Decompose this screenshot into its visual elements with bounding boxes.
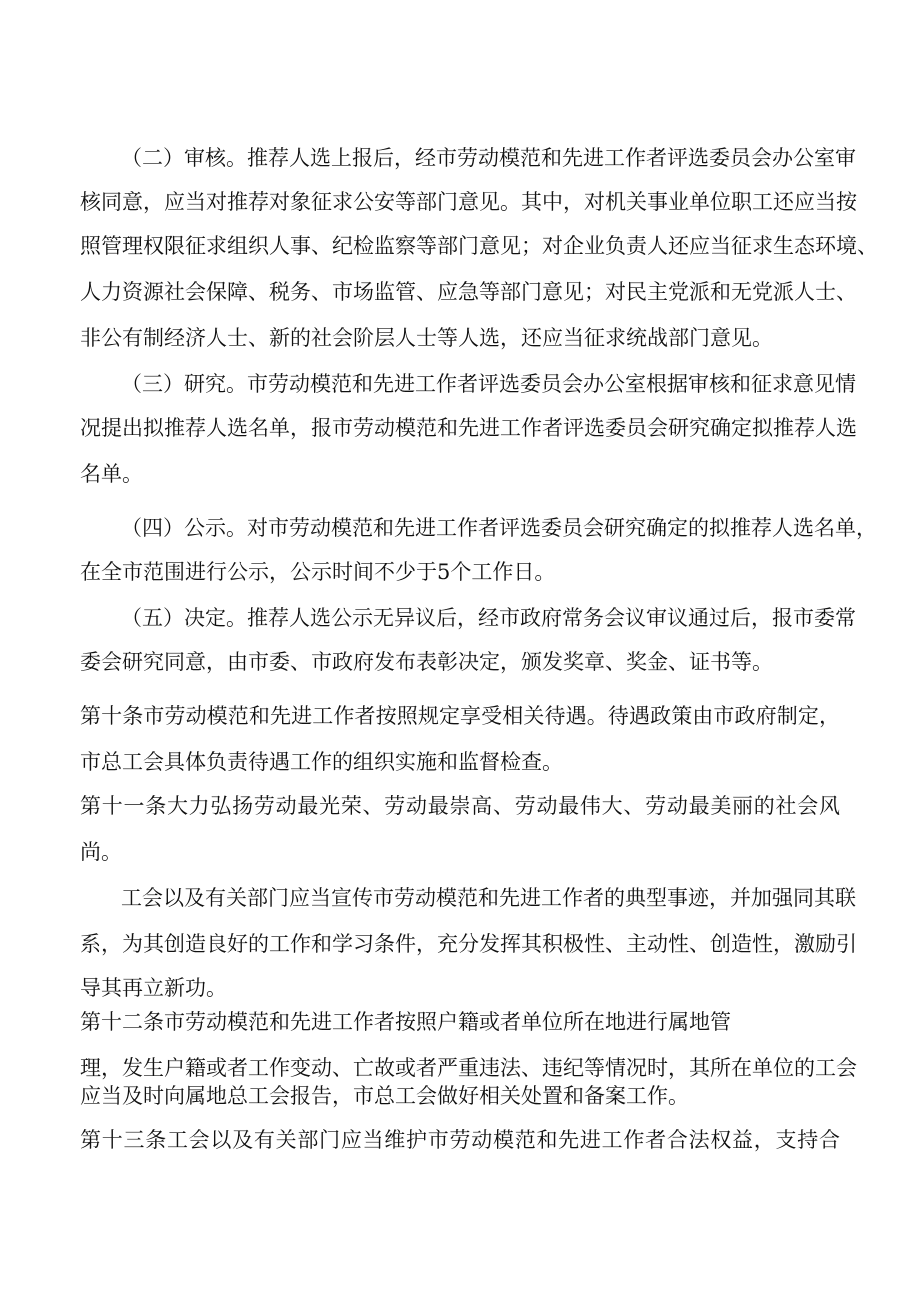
paragraph-line: 核同意，应当对推荐对象征求公安等部门意见。其中，对机关事业单位职工还应当按 <box>80 190 857 214</box>
paragraph-line: （二）审核。推荐人选上报后，经市劳动模范和先进工作者评选委员会办公室审 <box>121 146 856 170</box>
paragraph-line: 应当及时向属地总工会报告，市总工会做好相关处置和备案工作。 <box>80 1084 689 1108</box>
paragraph-line: 工会以及有关部门应当宣传市劳动模范和先进工作者的典型事迹，并加强同其联 <box>121 886 856 910</box>
paragraph-line: 况提出拟推荐人选名单，报市劳动模范和先进工作者评选委员会研究确定拟推荐人选 <box>80 416 857 440</box>
paragraph-line: 系，为其创造良好的工作和学习条件，充分发挥其积极性、主动性、创造性，激励引 <box>80 932 857 956</box>
paragraph-line: 第十二条市劳动模范和先进工作者按照户籍或者单位所在地进行属地管 <box>80 1010 731 1034</box>
paragraph-line: 委会研究同意，由市委、市政府发布表彰决定，颁发奖章、奖金、证书等。 <box>80 650 773 674</box>
paragraph-line: 尚。 <box>80 840 122 864</box>
paragraph-line: （五）决定。推荐人选公示无异议后，经市政府常务会议审议通过后，报市委常 <box>121 606 856 630</box>
paragraph-line: 第十三条工会以及有关部门应当维护市劳动模范和先进工作者合法权益，支持合 <box>80 1128 840 1152</box>
paragraph-line: 非公有制经济人士、新的社会阶层人士等人选，还应当征求统战部门意见。 <box>80 326 773 350</box>
paragraph-line: 人力资源社会保障、税务、市场监管、应急等部门意见；对民主党派和无党派人士、 <box>80 280 857 304</box>
paragraph-line: 照管理权限征求组织人事、纪检监察等部门意见；对企业负责人还应当征求生态环境、 <box>80 234 878 258</box>
paragraph-line: （三）研究。市劳动模范和先进工作者评选委员会办公室根据审核和征求意见情 <box>121 372 856 396</box>
paragraph-line: 名单。 <box>80 462 143 486</box>
paragraph-line: 在全市范围进行公示，公示时间不少于5个工作日。 <box>80 560 556 584</box>
paragraph-line: 第十一条大力弘扬劳动最光荣、劳动最崇高、劳动最伟大、劳动最美丽的社会风 <box>80 794 840 818</box>
paragraph-line: 第十条市劳动模范和先进工作者按照规定享受相关待遇。待遇政策由市政府制定， <box>80 704 840 728</box>
paragraph-line: 市总工会具体负责待遇工作的组织实施和监督检查。 <box>80 750 563 774</box>
paragraph-line: 理，发生户籍或者工作变动、亡故或者严重违法、违纪等情况时，其所在单位的工会 <box>80 1056 857 1080</box>
paragraph-line: （四）公示。对市劳动模范和先进工作者评选委员会研究确定的拟推荐人选名单， <box>121 516 877 540</box>
paragraph-line: 导其再立新功。 <box>80 976 227 1000</box>
